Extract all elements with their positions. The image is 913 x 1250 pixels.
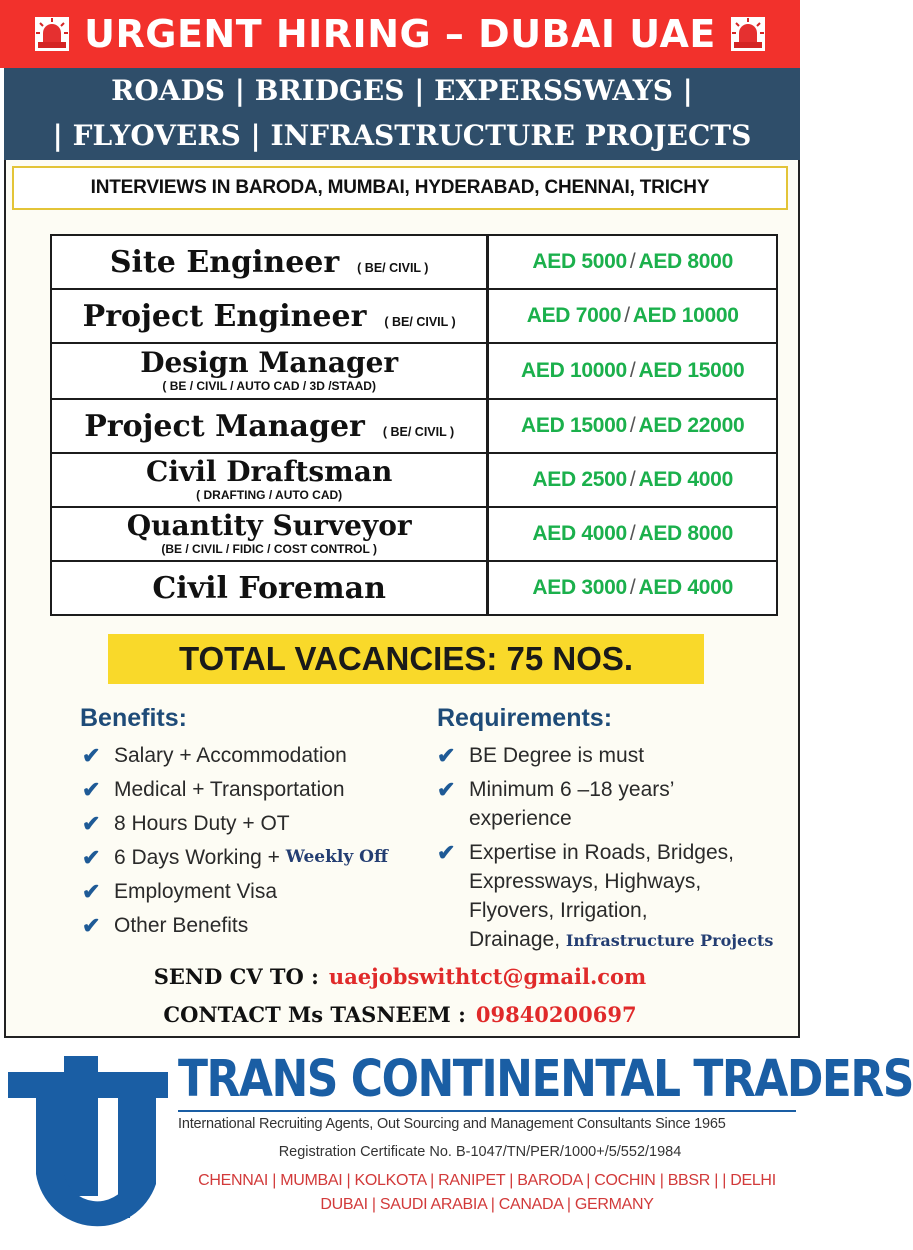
salary-max: AED 22000 (638, 414, 745, 437)
role-cell (51, 561, 488, 615)
list-item (82, 843, 422, 872)
salary-max: AED 8000 (638, 250, 733, 273)
role-cell (51, 399, 488, 453)
salary-max: AED 10000 (632, 304, 739, 327)
list-item (82, 877, 422, 906)
salary-max: AED 15000 (638, 359, 745, 382)
company-tagline: International Recruiting Agents, Out Sourcing and Management Consultants Since 1965 (178, 1110, 796, 1132)
table-row (51, 289, 777, 343)
list-item (82, 741, 422, 770)
role-title: Design Manager (140, 346, 399, 379)
table-row (51, 235, 777, 289)
list-item (437, 775, 797, 833)
salary-max: AED 4000 (638, 468, 733, 491)
salary-cell (488, 561, 777, 615)
salary-min: AED 7000 (526, 304, 622, 327)
role-title: Site Engineer (109, 244, 340, 280)
role-cell (51, 507, 488, 561)
role-title: Civil Foreman (152, 570, 386, 606)
list-item (82, 809, 422, 838)
checkmark-icon: ✔ (437, 840, 456, 865)
requirements-list (437, 741, 797, 955)
project-types-banner (4, 68, 800, 160)
role-qualification: ( BE/ CIVIL ) (382, 424, 455, 439)
company-name: TRANS CONTINENTAL TRADERS (178, 1050, 913, 1109)
siren-icon (730, 16, 766, 52)
salary-separator: / (629, 414, 636, 437)
salary-min: AED 15000 (521, 414, 627, 437)
role-qualification: ( BE/ CIVIL ) (357, 260, 429, 275)
salary-cell (488, 235, 777, 289)
role-cell (51, 453, 488, 507)
checkmark-icon: ✔ (82, 879, 101, 904)
role-qualification: ( BE / CIVIL / AUTO CAD / 3D /STAAD) (162, 379, 376, 393)
benefit-text-suffix: Weekly Off (285, 847, 388, 867)
benefit-text: Employment Visa (114, 880, 278, 903)
salary-separator: / (629, 576, 636, 599)
role-cell (51, 343, 488, 399)
role-title: Quantity Surveyor (126, 509, 412, 542)
checkmark-icon: ✔ (82, 913, 101, 938)
salary-cell (488, 343, 777, 399)
requirement-text: Expertise in Roads, Bridges, Expressways, Highways, Flyovers, Irrigation, Drainage, Infrastructure Projects (469, 841, 774, 951)
requirement-text: BE Degree is must (469, 744, 645, 767)
checkmark-icon: ✔ (82, 845, 101, 870)
benefits-heading: Benefits: (80, 704, 187, 732)
phone-link[interactable]: 09840200697 (475, 1002, 637, 1027)
office-cities-line1: CHENNAI | MUMBAI | KOLKOTA | RANIPET | BARODA | COCHIN | BBSR | | DELHI (198, 1172, 776, 1189)
requirements-heading: Requirements: (437, 704, 613, 732)
salary-separator: / (629, 522, 636, 545)
project-types-line1: ROADS | BRIDGES | EXPERSSWAYS | (111, 74, 693, 107)
hiring-title: URGENT HIRING – DUBAI UAE (84, 12, 716, 56)
role-title: Project Engineer (82, 298, 367, 334)
role-qualification: ( BE/ CIVIL ) (384, 314, 456, 329)
checkmark-icon: ✔ (82, 743, 101, 768)
table-row (51, 507, 777, 561)
list-item (82, 775, 422, 804)
project-types-line2: | FLYOVERS | INFRASTRUCTURE PROJECTS (52, 119, 752, 152)
salary-separator: / (624, 304, 630, 327)
checkmark-icon: ✔ (82, 777, 101, 802)
checkmark-icon: ✔ (437, 743, 456, 768)
role-title: Project Manager (84, 408, 365, 444)
table-row (51, 343, 777, 399)
company-logo-icon (6, 1054, 174, 1240)
table-row (51, 561, 777, 615)
benefit-text: Salary + Accommodation (114, 744, 347, 767)
salary-cell (488, 399, 777, 453)
table-row (51, 453, 777, 507)
total-vacancies: TOTAL VACANCIES: 75 NOS. (108, 634, 704, 684)
salary-min: AED 2500 (532, 468, 627, 491)
office-cities-line2: DUBAI | SAUDI ARABIA | CANADA | GERMANY (320, 1196, 654, 1213)
role-qualification: (BE / CIVIL / FIDIC / COST CONTROL ) (161, 542, 377, 556)
salary-cell (488, 289, 777, 343)
salary-separator: / (629, 250, 636, 273)
benefit-text: 8 Hours Duty + OT (114, 812, 290, 835)
list-item (437, 838, 797, 955)
table-row (51, 399, 777, 453)
benefit-text: 6 Days Working + (114, 846, 280, 869)
role-qualification: ( DRAFTING / AUTO CAD) (196, 488, 343, 502)
siren-icon (34, 16, 70, 52)
role-cell (51, 289, 488, 343)
salary-min: AED 4000 (532, 522, 627, 545)
salary-cell (488, 507, 777, 561)
jobs-table (50, 234, 778, 616)
requirement-text: Minimum 6 –18 years’ experience (469, 778, 675, 830)
checkmark-icon: ✔ (82, 811, 101, 836)
contact-label: CONTACT Ms TASNEEM : (163, 1002, 466, 1027)
checkmark-icon: ✔ (437, 777, 456, 802)
email-link[interactable]: uaejobswithtct@gmail.com (328, 964, 647, 989)
registration-number: Registration Certificate No. B-1047/TN/PER/1000+/5/552/1984 (278, 1144, 682, 1160)
list-item (437, 741, 797, 770)
salary-min: AED 3000 (532, 576, 627, 599)
salary-max: AED 8000 (638, 522, 733, 545)
salary-separator: / (629, 468, 636, 491)
salary-separator: / (629, 359, 636, 382)
salary-min: AED 10000 (521, 359, 627, 382)
interview-locations: INTERVIEWS IN BARODA, MUMBAI, HYDERABAD, CHENNAI, TRICHY (12, 166, 788, 210)
salary-max: AED 4000 (638, 576, 733, 599)
role-title: Civil Draftsman (146, 455, 393, 488)
send-cv-label: SEND CV TO : (153, 964, 319, 989)
company-footer (0, 1040, 913, 1250)
top-banner (0, 0, 800, 68)
contact-row (0, 1002, 800, 1027)
salary-cell (488, 453, 777, 507)
role-cell (51, 235, 488, 289)
benefit-text: Other Benefits (114, 914, 249, 937)
salary-min: AED 5000 (532, 250, 627, 273)
send-cv-row (0, 964, 800, 989)
list-item (82, 911, 422, 940)
benefit-text: Medical + Transportation (114, 778, 345, 801)
benefits-list (82, 741, 422, 940)
